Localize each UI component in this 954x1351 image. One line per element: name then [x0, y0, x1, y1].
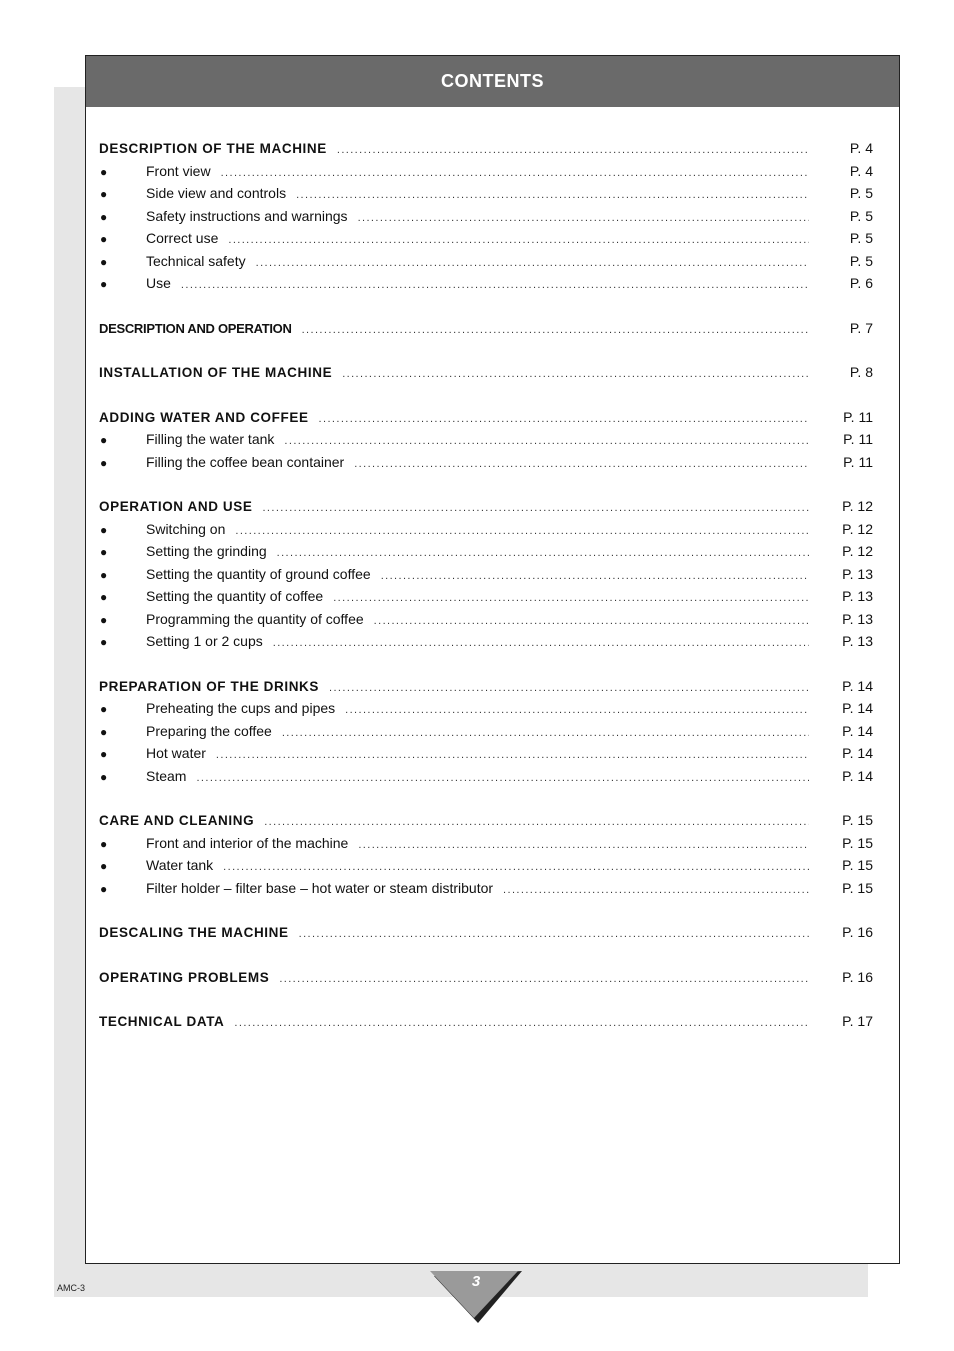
toc-item[interactable]: [99, 272, 873, 295]
page-ref: P. 8: [849, 364, 873, 380]
bullet-icon: ●: [100, 836, 108, 851]
toc-section: [99, 1010, 873, 1033]
toc-section-heading[interactable]: [99, 406, 873, 429]
toc-item[interactable]: [99, 451, 873, 474]
toc-section-heading[interactable]: [99, 137, 873, 160]
page-ref: P. 15: [842, 879, 873, 896]
page-ref: P. 12: [842, 520, 873, 537]
toc-section-heading[interactable]: [99, 675, 873, 698]
page-ref: P. 4: [849, 140, 873, 156]
toc-item[interactable]: [99, 518, 873, 541]
page-ref: P. 16: [842, 968, 873, 985]
dot-leader: [234, 1012, 809, 1035]
item-label: Switching on: [146, 520, 226, 537]
toc-item[interactable]: [99, 854, 873, 877]
dot-leader: [329, 677, 809, 700]
bullet-icon: ●: [100, 232, 108, 246]
dot-leader: [333, 587, 809, 610]
toc-section-heading[interactable]: [99, 1010, 873, 1033]
section-title: OPERATING PROBLEMS: [99, 969, 270, 985]
dot-leader: [277, 542, 809, 565]
page-title: CONTENTS: [441, 71, 544, 91]
dot-leader: [256, 252, 809, 275]
page-ref: P. 5: [849, 207, 873, 224]
toc-section: [99, 317, 873, 340]
toc-section: [99, 137, 873, 295]
dot-leader: [223, 856, 809, 879]
dot-leader: [302, 319, 809, 342]
bullet-icon: ●: [100, 590, 108, 604]
toc-item[interactable]: [99, 227, 873, 250]
item-label: Filling the coffee bean container: [146, 453, 345, 470]
toc-item[interactable]: [99, 250, 873, 273]
page-ref: P. 7: [849, 319, 873, 336]
dot-leader: [374, 610, 809, 633]
page-ref: P. 11: [843, 408, 873, 425]
page-ref: P. 6: [849, 275, 873, 291]
bullet-icon: ●: [100, 635, 108, 649]
item-label: Setting the quantity of ground coffee: [146, 565, 371, 582]
contents-frame: [85, 55, 900, 1264]
bullet-icon: ●: [100, 567, 108, 582]
toc-item[interactable]: [99, 742, 873, 765]
bullet-icon: ●: [100, 724, 108, 739]
toc-item[interactable]: [99, 877, 873, 900]
dot-leader: [284, 430, 809, 453]
bullet-icon: ●: [100, 455, 108, 470]
item-label: Water tank: [146, 857, 214, 873]
toc-section-heading[interactable]: [99, 966, 873, 989]
page-ref: P. 12: [842, 498, 873, 514]
section-title: DESCRIPTION AND OPERATION: [99, 320, 292, 336]
page-ref: P. 14: [842, 722, 873, 739]
bullet-icon: ●: [100, 769, 108, 784]
bullet-icon: ●: [100, 881, 108, 896]
toc-section-heading[interactable]: [99, 809, 873, 832]
toc-section: [99, 406, 873, 474]
item-label: Filling the water tank: [146, 431, 275, 447]
bullet-icon: ●: [100, 747, 108, 761]
page-ref: P. 17: [842, 1013, 873, 1029]
dot-leader: [299, 923, 809, 946]
page-ref: P. 14: [842, 677, 873, 694]
bullet-icon: ●: [100, 545, 108, 559]
bullet-icon: ●: [100, 164, 108, 179]
toc-item[interactable]: [99, 765, 873, 788]
item-label: Front view: [146, 162, 211, 179]
toc-item[interactable]: [99, 630, 873, 653]
toc-item[interactable]: [99, 540, 873, 563]
toc-section-heading[interactable]: [99, 495, 873, 518]
item-label: Use: [146, 275, 171, 291]
page-ref: P. 15: [842, 857, 873, 873]
bullet-icon: ●: [100, 254, 108, 269]
toc-section-heading[interactable]: [99, 921, 873, 944]
page-ref: P. 12: [842, 543, 873, 559]
page-ref: P. 15: [842, 834, 873, 851]
item-label: Front and interior of the machine: [146, 834, 349, 851]
page-ref: P. 11: [843, 453, 873, 470]
page-ref: P. 14: [842, 767, 873, 784]
dot-leader: [342, 363, 809, 386]
page-ref: P. 5: [849, 252, 873, 269]
dot-leader: [262, 497, 809, 520]
dot-leader: [296, 184, 809, 207]
item-label: Setting the quantity of coffee: [146, 588, 324, 604]
toc-item[interactable]: [99, 563, 873, 586]
toc-section: [99, 809, 873, 899]
item-label: Setting the grinding: [146, 543, 267, 559]
dot-leader: [358, 207, 809, 230]
dot-leader: [221, 162, 809, 185]
toc-item[interactable]: [99, 160, 873, 183]
section-title: INSTALLATION OF THE MACHINE: [99, 365, 333, 380]
toc-section: [99, 921, 873, 944]
bullet-icon: ●: [100, 859, 108, 873]
toc-item[interactable]: [99, 608, 873, 631]
section-title: DESCRIPTION OF THE MACHINE: [99, 141, 327, 156]
section-title: CARE AND CLEANING: [99, 813, 255, 828]
page-ref: P. 14: [842, 700, 873, 716]
toc-section: [99, 675, 873, 788]
toc-section-heading[interactable]: [99, 317, 873, 340]
dot-leader: [279, 968, 809, 991]
page-ref: P. 5: [849, 185, 873, 201]
dot-leader: [228, 229, 809, 252]
page-ref: P. 13: [842, 565, 873, 582]
toc-section: [99, 495, 873, 653]
table-of-contents: [99, 137, 873, 1055]
toc-section: [99, 966, 873, 989]
toc-item[interactable]: [99, 720, 873, 743]
bullet-icon: ●: [100, 209, 108, 224]
dot-leader: [337, 139, 809, 162]
dot-leader: [354, 453, 809, 476]
bullet-icon: ●: [100, 522, 108, 537]
page-ref: P. 16: [842, 924, 873, 940]
toc-item[interactable]: [99, 585, 873, 608]
bullet-icon: ●: [100, 187, 108, 201]
page-ref: P. 14: [842, 745, 873, 761]
toc-item[interactable]: [99, 205, 873, 228]
toc-item[interactable]: [99, 832, 873, 855]
dot-leader: [319, 408, 809, 431]
section-title: ADDING WATER AND COFFEE: [99, 409, 309, 425]
item-label: Preheating the cups and pipes: [146, 700, 336, 716]
page-ref: P. 5: [849, 230, 873, 246]
page-ref: P. 15: [842, 812, 873, 828]
item-label: Technical safety: [146, 252, 246, 269]
toc-item[interactable]: [99, 182, 873, 205]
item-label: Hot water: [146, 745, 206, 761]
item-label: Correct use: [146, 230, 219, 246]
section-title: PREPARATION OF THE DRINKS: [99, 678, 320, 694]
contents-header: [86, 56, 899, 107]
item-label: Steam: [146, 767, 187, 784]
page-ref: P. 13: [842, 610, 873, 627]
bullet-icon: ●: [100, 702, 108, 716]
bullet-icon: ●: [100, 433, 108, 447]
page-ref: P. 11: [843, 431, 873, 447]
dot-leader: [273, 632, 809, 655]
item-label: Side view and controls: [146, 185, 287, 201]
section-title: DESCALING THE MACHINE: [99, 925, 289, 940]
toc-item[interactable]: [99, 697, 873, 720]
toc-section-heading[interactable]: [99, 361, 873, 384]
toc-section: [99, 361, 873, 384]
dot-leader: [216, 744, 809, 767]
document-code: AMC-3: [57, 1283, 86, 1293]
section-title: TECHNICAL DATA: [99, 1014, 225, 1029]
bullet-icon: ●: [100, 612, 108, 627]
section-title: OPERATION AND USE: [99, 499, 253, 514]
page-ref: P. 13: [842, 633, 873, 649]
dot-leader: [381, 565, 809, 588]
item-label: Filter holder – filter base – hot water or steam distributor: [146, 879, 494, 896]
page-ref: P. 4: [849, 162, 873, 179]
dot-leader: [503, 879, 809, 902]
dot-leader: [282, 722, 809, 745]
dot-leader: [181, 274, 809, 297]
item-label: Setting 1 or 2 cups: [146, 633, 263, 649]
bullet-icon: ●: [100, 277, 108, 291]
page-number: 3: [471, 1273, 481, 1290]
dot-leader: [358, 834, 809, 857]
toc-item[interactable]: [99, 428, 873, 451]
dot-leader: [345, 699, 809, 722]
item-label: Safety instructions and warnings: [146, 207, 348, 224]
item-label: Preparing the coffee: [146, 722, 272, 739]
dot-leader: [264, 811, 809, 834]
dot-leader: [235, 520, 809, 543]
item-label: Programming the quantity of coffee: [146, 610, 364, 627]
page-ref: P. 13: [842, 588, 873, 604]
dot-leader: [196, 767, 809, 790]
